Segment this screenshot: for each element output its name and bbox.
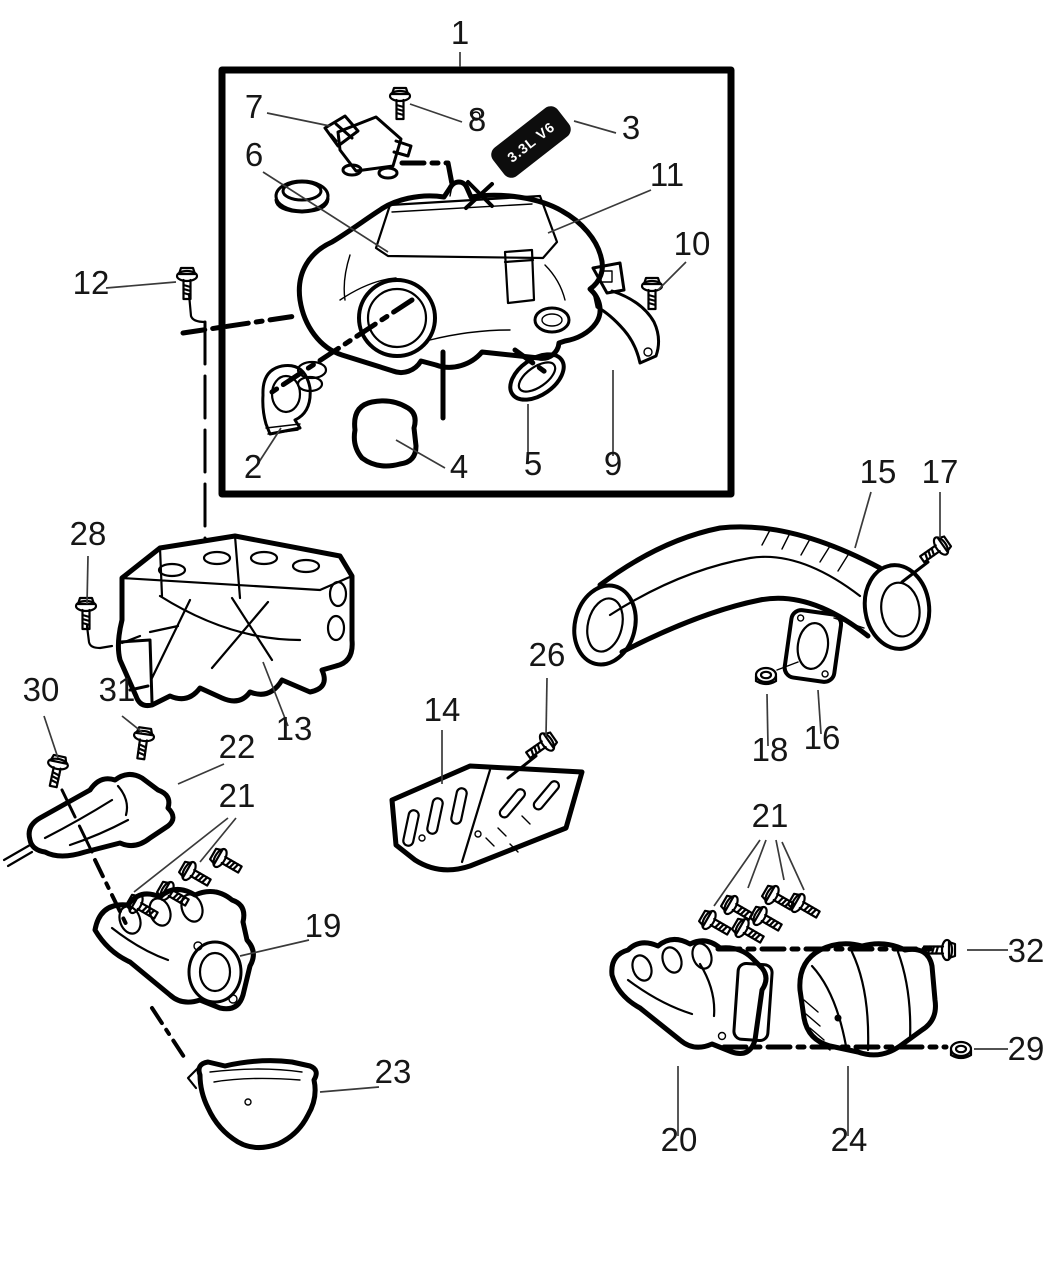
heat-shield-part24: [800, 944, 936, 1055]
callout-26: 26: [528, 636, 566, 673]
bolt17-alignment: [902, 562, 928, 582]
bolt-part17: [916, 533, 953, 567]
bolt-part8: [390, 88, 410, 119]
lower-intake-manifold-part13: [118, 536, 352, 706]
callout-28: 28: [69, 515, 107, 552]
callout-20: 20: [660, 1121, 698, 1158]
callout-6: 6: [244, 136, 264, 173]
exhaust-manifold-part20: [612, 939, 773, 1053]
bolt-part30: [43, 754, 69, 788]
nut-part18: [756, 668, 776, 684]
engine-badge-part3: [488, 103, 575, 182]
exhaust-manifold-part19: [95, 889, 253, 1008]
callout-12: 12: [72, 264, 110, 301]
callout-24: 24: [830, 1121, 868, 1158]
callout-31: 31: [98, 671, 136, 708]
callout-30: 30: [22, 671, 60, 708]
callout-3: 3: [621, 109, 641, 146]
callout-7: 7: [244, 88, 264, 125]
heat-shield-part23: [188, 1061, 316, 1148]
callout-29: 29: [1007, 1030, 1045, 1067]
bolt-part12: [177, 268, 197, 299]
callout-19: 19: [304, 907, 342, 944]
nut-part29: [951, 1042, 971, 1058]
map-sensor-part7: [325, 116, 411, 178]
heat-shield-part14: [392, 766, 582, 870]
callout-16: 16: [803, 719, 841, 756]
callout-21-right: 21: [751, 797, 789, 834]
callout-15: 15: [859, 453, 897, 490]
callout-5: 5: [523, 445, 543, 482]
callout-9: 9: [603, 445, 623, 482]
bolt-part28: [76, 598, 96, 629]
crossover-pipe-part15: [566, 527, 934, 671]
badge-text: 3.3L V6: [504, 118, 558, 166]
manifold19-alignment: [152, 1008, 186, 1060]
callout-22: 22: [218, 728, 256, 765]
callout-23: 23: [374, 1053, 412, 1090]
callout-2: 2: [243, 448, 263, 485]
callout-17: 17: [921, 453, 959, 490]
callout-21-left: 21: [218, 777, 256, 814]
callout-4: 4: [449, 448, 469, 485]
callout-13: 13: [275, 710, 313, 747]
callout-11: 11: [649, 156, 685, 193]
tube-part28: [87, 626, 178, 648]
callout-14: 14: [423, 691, 461, 728]
callout-8: 8: [467, 101, 487, 138]
gasket-part4: [354, 401, 416, 466]
heat-shield-part22: [4, 774, 173, 866]
callout-1: 1: [450, 14, 470, 51]
callout-32: 32: [1007, 932, 1045, 969]
bolt-part10: [642, 278, 662, 309]
callout-18: 18: [751, 731, 789, 768]
bolt-part31: [131, 727, 155, 760]
bolts-part21-right: [697, 882, 823, 948]
callout-10: 10: [673, 225, 711, 262]
bolt-part26: [522, 729, 559, 763]
gasket-part16: [783, 609, 842, 683]
